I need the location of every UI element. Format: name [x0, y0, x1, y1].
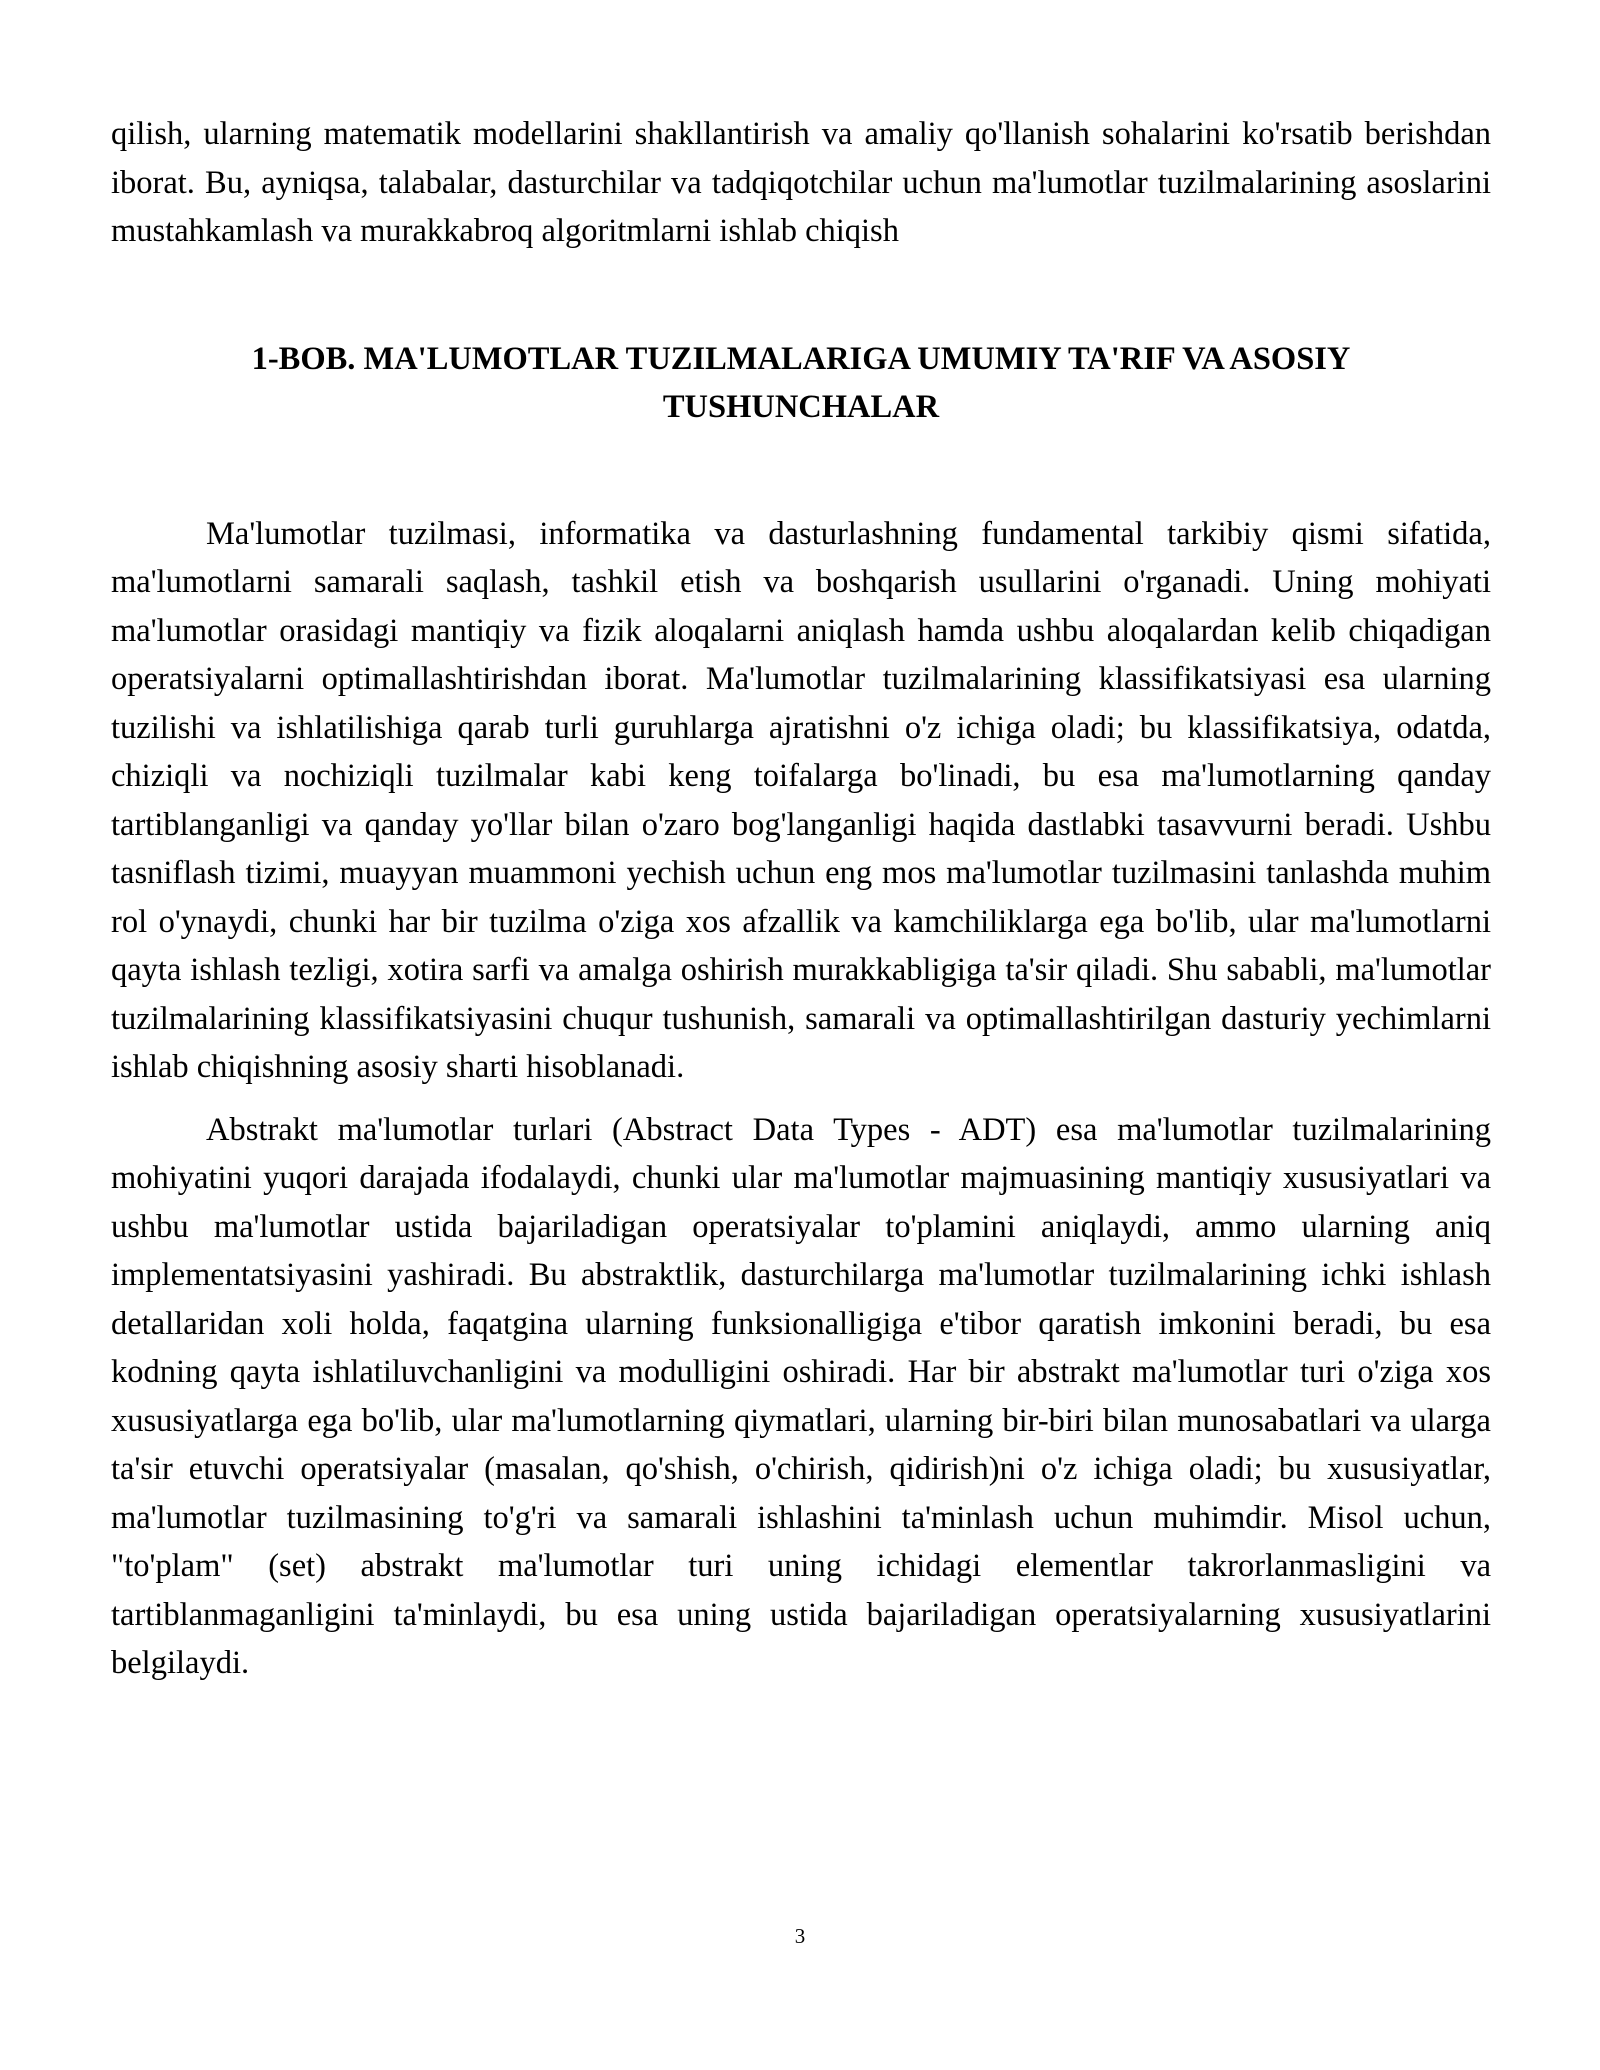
body-paragraph-2: Abstrakt ma'lumotlar turlari (Abstract Data Types - ADT) esa ma'lumotlar tuzilmalarining mohiyatini yuqori darajada ifodalaydi, chunki ular ma'lumotlar majmuasining mantiqiy xususiyatlari va ushbu ma'lumotlar ustida bajariladigan operatsiyalar to'plamini aniqlaydi, ammo ularning aniq implementatsiyasini yashiradi. Bu abstraktlik, dasturchilarga ma'lumotlar tuzilmalarining ichki ishlash detallaridan xoli holda, faqatgina ularning funksionalligiga e'tibor qaratish imkonini beradi, bu esa kodning qayta ishlatiluvchanligini va modulligini oshiradi. Har bir abstrakt ma'lumotlar turi o'ziga xos xususiyatlarga ega bo'lib, ular ma'lumotlarning qiymatlari, ularning bir-biri bilan munosabatlari va ularga ta'sir etuvchi operatsiyalar (masalan, qo'shish, o'chirish, qidirish)ni o'z ichiga oladi; bu xususiyatlar, ma'lumotlar tuzilmasining to'g'ri va samarali ishlashini ta'minlash uchun muhimdir. Misol uchun, "to'plam" (set) abstrakt ma'lumotlar turi uning ichidagi elementlar takrorlanmasligini va tartiblanmaganligini ta'minlaydi, bu esa uning ustida bajariladigan operatsiyalarning xususiyatlarini belgilaydi. [111, 1111, 1491, 1681]
body-paragraph-1: Ma'lumotlar tuzilmasi, informatika va dasturlashning fundamental tarkibiy qismi sifatida, ma'lumotlarni samarali saqlash, tashkil etish va boshqarish usullarini o'rganadi. Uning mohiyati ma'lumotlar orasidagi mantiqiy va fizik aloqalarni aniqlash hamda ushbu aloqalardan kelib chiqadigan operatsiyalarni optimallashtirishdan iborat. Ma'lumotlar tuzilmalarining klassifikatsiyasi esa ularning tuzilishi va ishlatilishiga qarab turli guruhlarga ajratishni o'z ichiga oladi; bu klassifikatsiya, odatda, chiziqli va nochiziqli tuzilmalar kabi keng toifalarga bo'linadi, bu esa ma'lumotlarning qanday tartiblanganligi va qanday yo'llar bilan o'zaro bog'langanligi haqida dastlabki tasavvurni beradi. Ushbu tasniflash tizimi, muayyan muammoni yechish uchun eng mos ma'lumotlar tuzilmasini tanlashda muhim rol o'ynaydi, chunki har bir tuzilma o'ziga xos afzallik va kamchiliklarga ega bo'lib, ular ma'lumotlarni qayta ishlash tezligi, xotira sarfi va amalga oshirish murakkabligiga ta'sir qiladi. Shu sababli, ma'lumotlar tuzilmalarining klassifikatsiyasini chuqur tushunish, samarali va optimallashtirilgan dasturiy yechimlarni ishlab chiqishning asosiy sharti hisoblanadi. [111, 515, 1491, 1085]
title-spacing [111, 432, 1491, 510]
chapter-title: 1-BOB. MA'LUMOTLAR TUZILMALARIGA UMUMIY TA'RIF VA ASOSIY TUSHUNCHALAR [251, 340, 1351, 425]
intro-paragraph: qilish, ularning matematik modellarini shakllantirish va amaliy qo'llanish sohalarini ko'rsatib berishdan iborat. Bu, ayniqsa, talabalar, dasturchilar va tadqiqotchilar uchun ma'lumotlar tuzilmalarining asoslarini mustahkamlash va murakkabroq algoritmlarni ishlab chiqish [111, 116, 1491, 249]
page-number: 3 [794, 1924, 806, 1948]
page-content [111, 110, 1491, 1688]
